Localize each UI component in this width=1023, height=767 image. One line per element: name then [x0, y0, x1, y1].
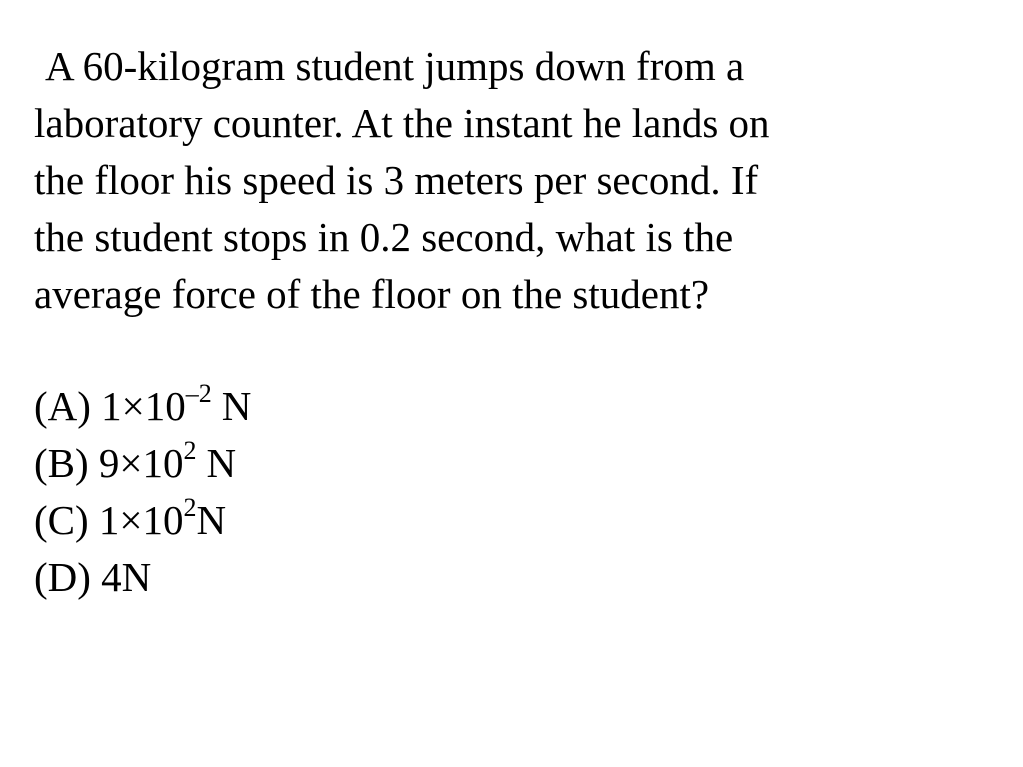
question-line: laboratory counter. At the instant he lands on	[34, 100, 770, 146]
choice-label: (B) 9×10	[34, 440, 184, 486]
question-line: the student stops in 0.2 second, what is the	[34, 214, 734, 260]
choice-exponent: 2	[183, 436, 197, 466]
choice-unit: N	[221, 383, 252, 429]
question-line: average force of the floor on the student?	[34, 271, 710, 317]
choice-d	[34, 549, 251, 606]
choice-unit: N	[196, 497, 227, 543]
choice-a	[34, 378, 251, 435]
choice-b	[34, 435, 251, 492]
choice-exponent: 2	[183, 493, 197, 523]
question-line: the floor his speed is 3 meters per second. If	[34, 157, 759, 203]
question-line: A 60-kilogram student jumps down from a	[45, 43, 745, 89]
choice-label: (A) 1×10	[34, 383, 186, 429]
choice-unit: N	[206, 440, 237, 486]
choice-exponent: –2	[185, 379, 212, 409]
answer-choices	[34, 378, 251, 606]
choice-label: (C) 1×10	[34, 497, 184, 543]
choice-c	[34, 492, 251, 549]
question-text	[34, 38, 994, 323]
choice-label: (D) 4N	[34, 554, 152, 600]
